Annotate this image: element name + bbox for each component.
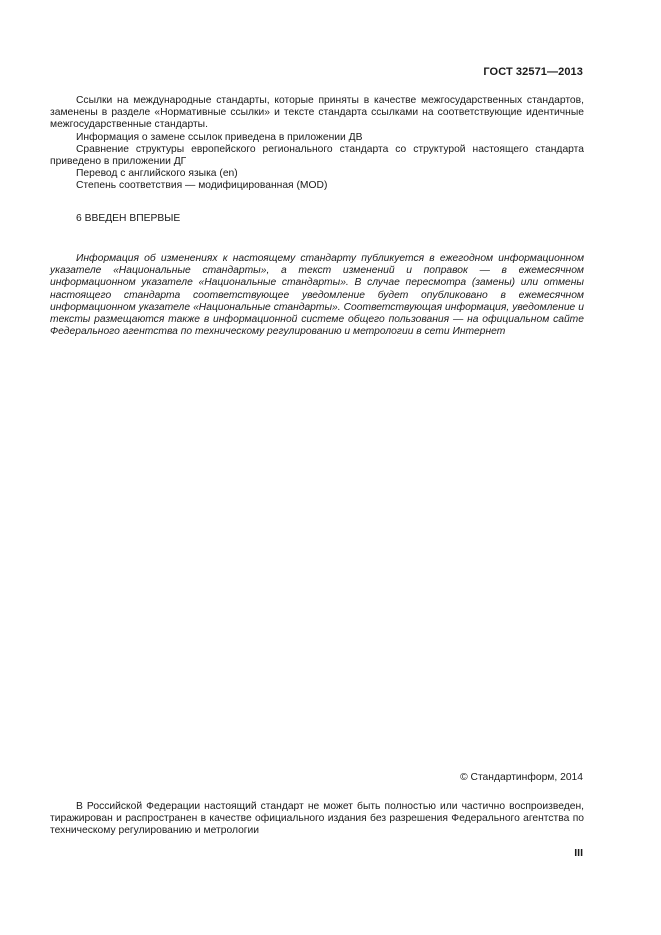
changes-info-block	[50, 253, 584, 338]
conformity-degree-paragraph: Степень соответствия — модифицированная (MOD)	[76, 180, 328, 192]
copyright-notice: © Стандартинформ, 2014	[460, 772, 583, 783]
translation-paragraph: Перевод с английского языка (en)	[76, 168, 238, 180]
legal-notice-block	[50, 801, 584, 838]
changes-info-paragraph: Информация об изменениях к настоящему стандарту публикуется в ежегодном информационном указателе «Национальные стандарты», а текст изменений и поправок — в ежемесячном информационном указателе «Национальные стандарты». В случае пересмотра (замены) или отмены настоящего стандарта соответствующее уведомление будет опубликовано в ежемесячном информационном указателе «Национальные стандарты». Соответствующая информация, уведомление и тексты размещаются также в информационной системе общего пользования — на официальном сайте Федерального агентства по техническому регулированию и метрологии в сети Интернет	[50, 253, 584, 338]
reference-replacement-paragraph: Информация о замене ссылок приведена в приложении ДВ	[76, 131, 363, 143]
structure-comparison-paragraph: Сравнение структуры европейского регионального стандарта со структурой настоящего стандарта приведено в приложении ДГ	[50, 143, 584, 168]
standard-notes-block	[50, 95, 584, 193]
legal-notice-paragraph: В Российской Федерации настоящий стандарт не может быть полностью или частично воспроизведен, тиражирован и распространен в качестве официального издания без разрешения Федерального агентства по техническому регулированию и метрологии	[50, 801, 584, 837]
document-code: ГОСТ 32571—2013	[483, 66, 583, 78]
page-number: III	[574, 847, 583, 859]
section-6-heading: 6 ВВЕДЕН ВПЕРВЫЕ	[76, 213, 181, 224]
references-paragraph: Ссылки на международные стандарты, которые приняты в качестве межгосударственных стандартов, заменены в разделе «Нормативные ссылки» и тексте стандарта ссылками на соответствующие идентичные межгосударственные стандарты.	[50, 95, 584, 131]
